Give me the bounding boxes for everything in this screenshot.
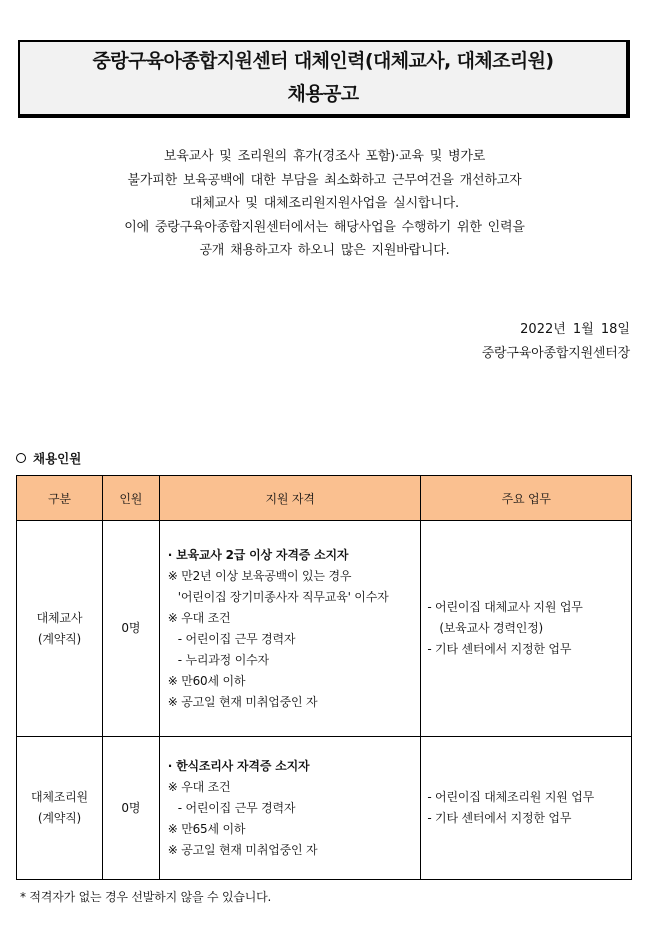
category-type: (계약직) [37, 631, 81, 646]
intro-line: 대체교사 및 대체조리원지원사업을 실시합니다. [190, 196, 459, 211]
header-duties: 주요 업무 [421, 476, 632, 521]
header-category: 구분 [17, 476, 103, 521]
category-name: 대체교사 [36, 610, 83, 625]
page-subtitle: 채용공고 [287, 83, 359, 105]
qualification-item: · 한식조리사 자격증 소지자 [167, 758, 310, 773]
qualification-item: ※ 만2년 이상 보육공백이 있는 경우 [167, 568, 352, 583]
qualification-item: - 어린이집 근무 경력자 [177, 800, 296, 815]
qualifications-cell [159, 737, 421, 880]
title-box [18, 40, 630, 118]
qualification-item: ※ 만60세 이하 [167, 673, 246, 688]
count-cell: 0명 [102, 521, 159, 737]
table-row [17, 737, 632, 880]
intro-line: 보육교사 및 조리원의 휴가(경조사 포함)·교육 및 병가로 [163, 149, 486, 164]
duties-cell [421, 737, 632, 880]
intro-paragraph [0, 145, 649, 263]
count-cell: 0명 [102, 737, 159, 880]
intro-line: 공개 채용하고자 하오니 많은 지원바랍니다. [199, 243, 450, 258]
intro-line: 이에 중랑구육아종합지원센터에서는 해당사업을 수행하기 위한 인력을 [124, 219, 525, 235]
category-type: (계약직) [37, 811, 81, 825]
header-count: 인원 [102, 476, 159, 521]
duties-cell [421, 521, 632, 737]
qualification-item: ※ 우대 조건 [167, 610, 231, 625]
duty-item: (보육교사 경력인정) [439, 621, 544, 635]
duty-item: - 기타 센터에서 지정한 업무 [427, 642, 572, 656]
notice-date: 2022년 1월 18일 [520, 322, 630, 337]
qualification-item: '어린이집 장기미종사자 직무교육' 이수자 [177, 589, 389, 604]
qualifications-cell [159, 521, 421, 737]
duty-item: - 어린이집 대체조리원 지원 업무 [427, 790, 594, 804]
header-qualifications: 지원 자격 [159, 476, 421, 521]
table-header-row [17, 476, 632, 521]
category-cell [17, 521, 103, 737]
duty-item: - 어린이집 대체교사 지원 업무 [427, 600, 583, 614]
qualification-item: · 보육교사 2급 이상 자격증 소지자 [167, 547, 349, 562]
qualification-item: ※ 공고일 현재 미취업중인 자 [167, 694, 318, 709]
section-heading [16, 449, 81, 467]
qualification-item: ※ 우대 조건 [167, 779, 231, 794]
table-row [17, 521, 632, 737]
recruitment-table [16, 475, 632, 880]
category-cell [17, 737, 103, 880]
page-title: 중랑구육아종합지원센터 대체인력(대체교사, 대체조리원) [92, 50, 554, 72]
category-name: 대체조리원 [30, 790, 88, 804]
duty-item: - 기타 센터에서 지정한 업무 [427, 811, 572, 825]
intro-line: 불가피한 보육공백에 대한 부담을 최소화하고 근무여건을 개선하고자 [127, 172, 522, 188]
section-title: 채용인원 [33, 451, 82, 466]
qualification-item: ※ 만65세 이하 [167, 821, 246, 836]
signer: 중랑구육아종합지원센터장 [481, 346, 630, 361]
qualification-item: - 누리과정 이수자 [177, 652, 269, 667]
circle-bullet-icon [16, 453, 26, 463]
footnote: * 적격자가 없는 경우 선발하지 않을 수 있습니다. [20, 890, 272, 904]
qualification-item: ※ 공고일 현재 미취업중인 자 [167, 842, 318, 857]
qualification-item: - 어린이집 근무 경력자 [177, 631, 296, 646]
